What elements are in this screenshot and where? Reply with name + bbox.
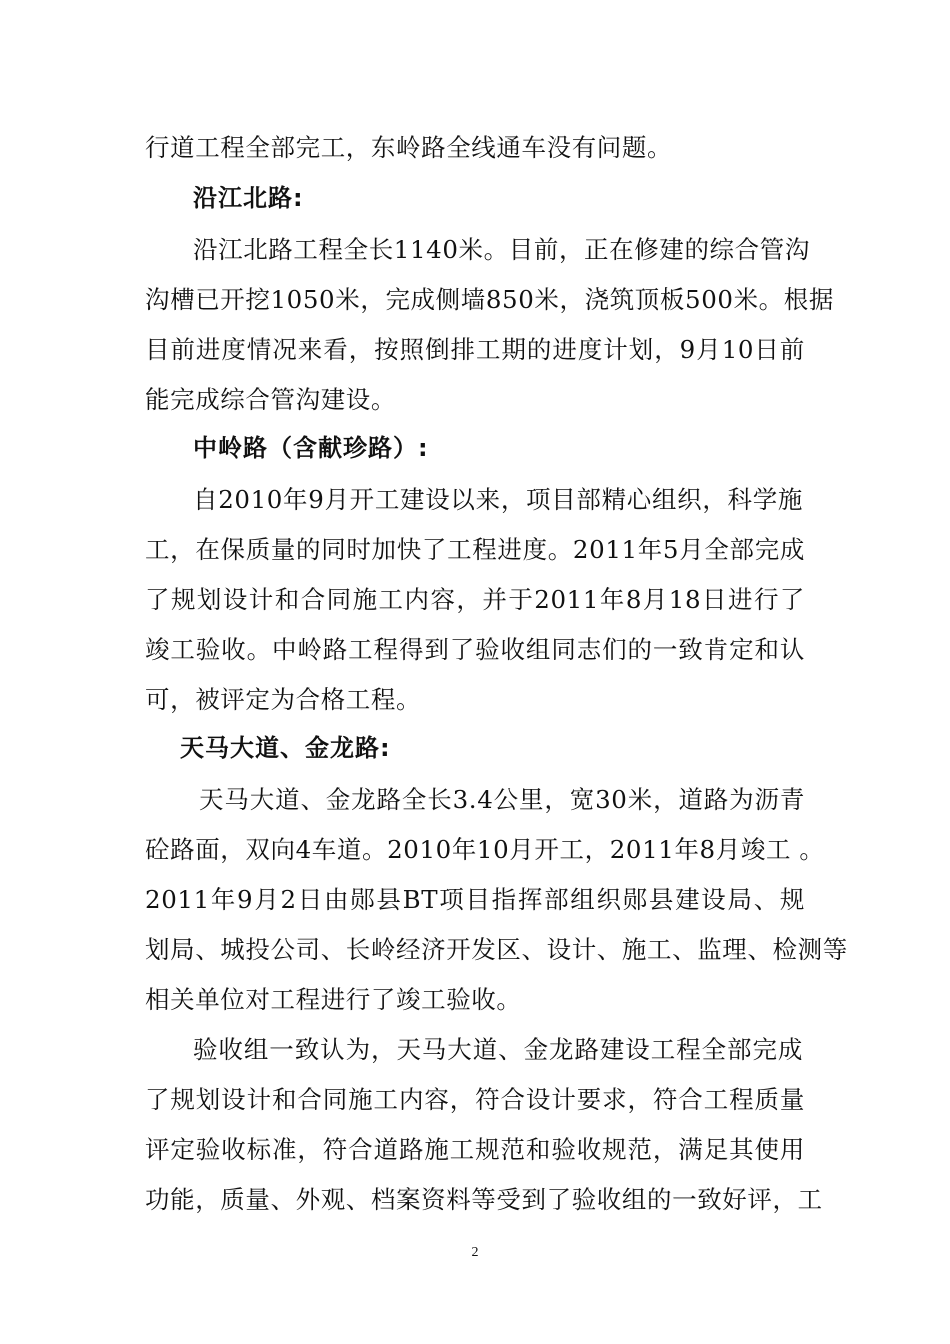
paragraph-line: 验收组一致认为，天马大道、金龙路建设工程全部完成 xyxy=(193,1035,803,1064)
page-number: 2 xyxy=(471,1245,479,1260)
paragraph-line: 评定验收标准，符合道路施工规范和验收规范，满足其使用 xyxy=(145,1135,805,1164)
section-heading-zhongling-road: 中岭路（含献珍路）: xyxy=(193,434,429,462)
paragraph-line: 砼路面，双向4车道。2010年10月开工，2011年8月竣工 。 xyxy=(145,835,825,864)
paragraph-line: 能完成综合管沟建设。 xyxy=(145,385,396,414)
paragraph-line: 2011年9月2日由郧县BT项目指挥部组织郧县建设局、规 xyxy=(145,885,805,914)
paragraph-line: 可，被评定为合格工程。 xyxy=(145,685,422,714)
paragraph-line: 功能，质量、外观、档案资料等受到了验收组的一致好评，工 xyxy=(145,1185,823,1214)
paragraph-line: 自2010年9月开工建设以来，项目部精心组织，科学施 xyxy=(193,485,803,514)
paragraph-line: 竣工验收。中岭路工程得到了验收组同志们的一致肯定和认 xyxy=(145,635,805,664)
section-heading-yanjiang-north-road: 沿江北路: xyxy=(193,184,304,212)
paragraph-line: 相关单位对工程进行了竣工验收。 xyxy=(145,985,522,1014)
paragraph-line: 沿江北路工程全长1140米。目前，正在修建的综合管沟 xyxy=(193,235,810,264)
paragraph-line: 工，在保质量的同时加快了工程进度。2011年5月全部完成 xyxy=(145,535,805,564)
paragraph-line: 了规划设计和合同施工内容，符合设计要求，符合工程质量 xyxy=(145,1085,805,1114)
paragraph-line: 沟槽已开挖1050米，完成侧墙850米，浇筑顶板500米。根据 xyxy=(145,285,834,314)
paragraph-line: 目前进度情况来看，按照倒排工期的进度计划，9月10日前 xyxy=(145,335,805,364)
paragraph-line: 行道工程全部完工，东岭路全线通车没有问题。 xyxy=(145,133,673,162)
section-heading-tianma-avenue: 天马大道、金龙路: xyxy=(180,734,391,762)
paragraph-line: 了规划设计和合同施工内容，并于2011年8月18日进行了 xyxy=(145,585,805,614)
paragraph-line: 划局、城投公司、长岭经济开发区、设计、施工、监理、检测等 xyxy=(145,935,848,964)
paragraph-line: 天马大道、金龙路全长3.4公里，宽30米，道路为沥青 xyxy=(199,785,805,814)
